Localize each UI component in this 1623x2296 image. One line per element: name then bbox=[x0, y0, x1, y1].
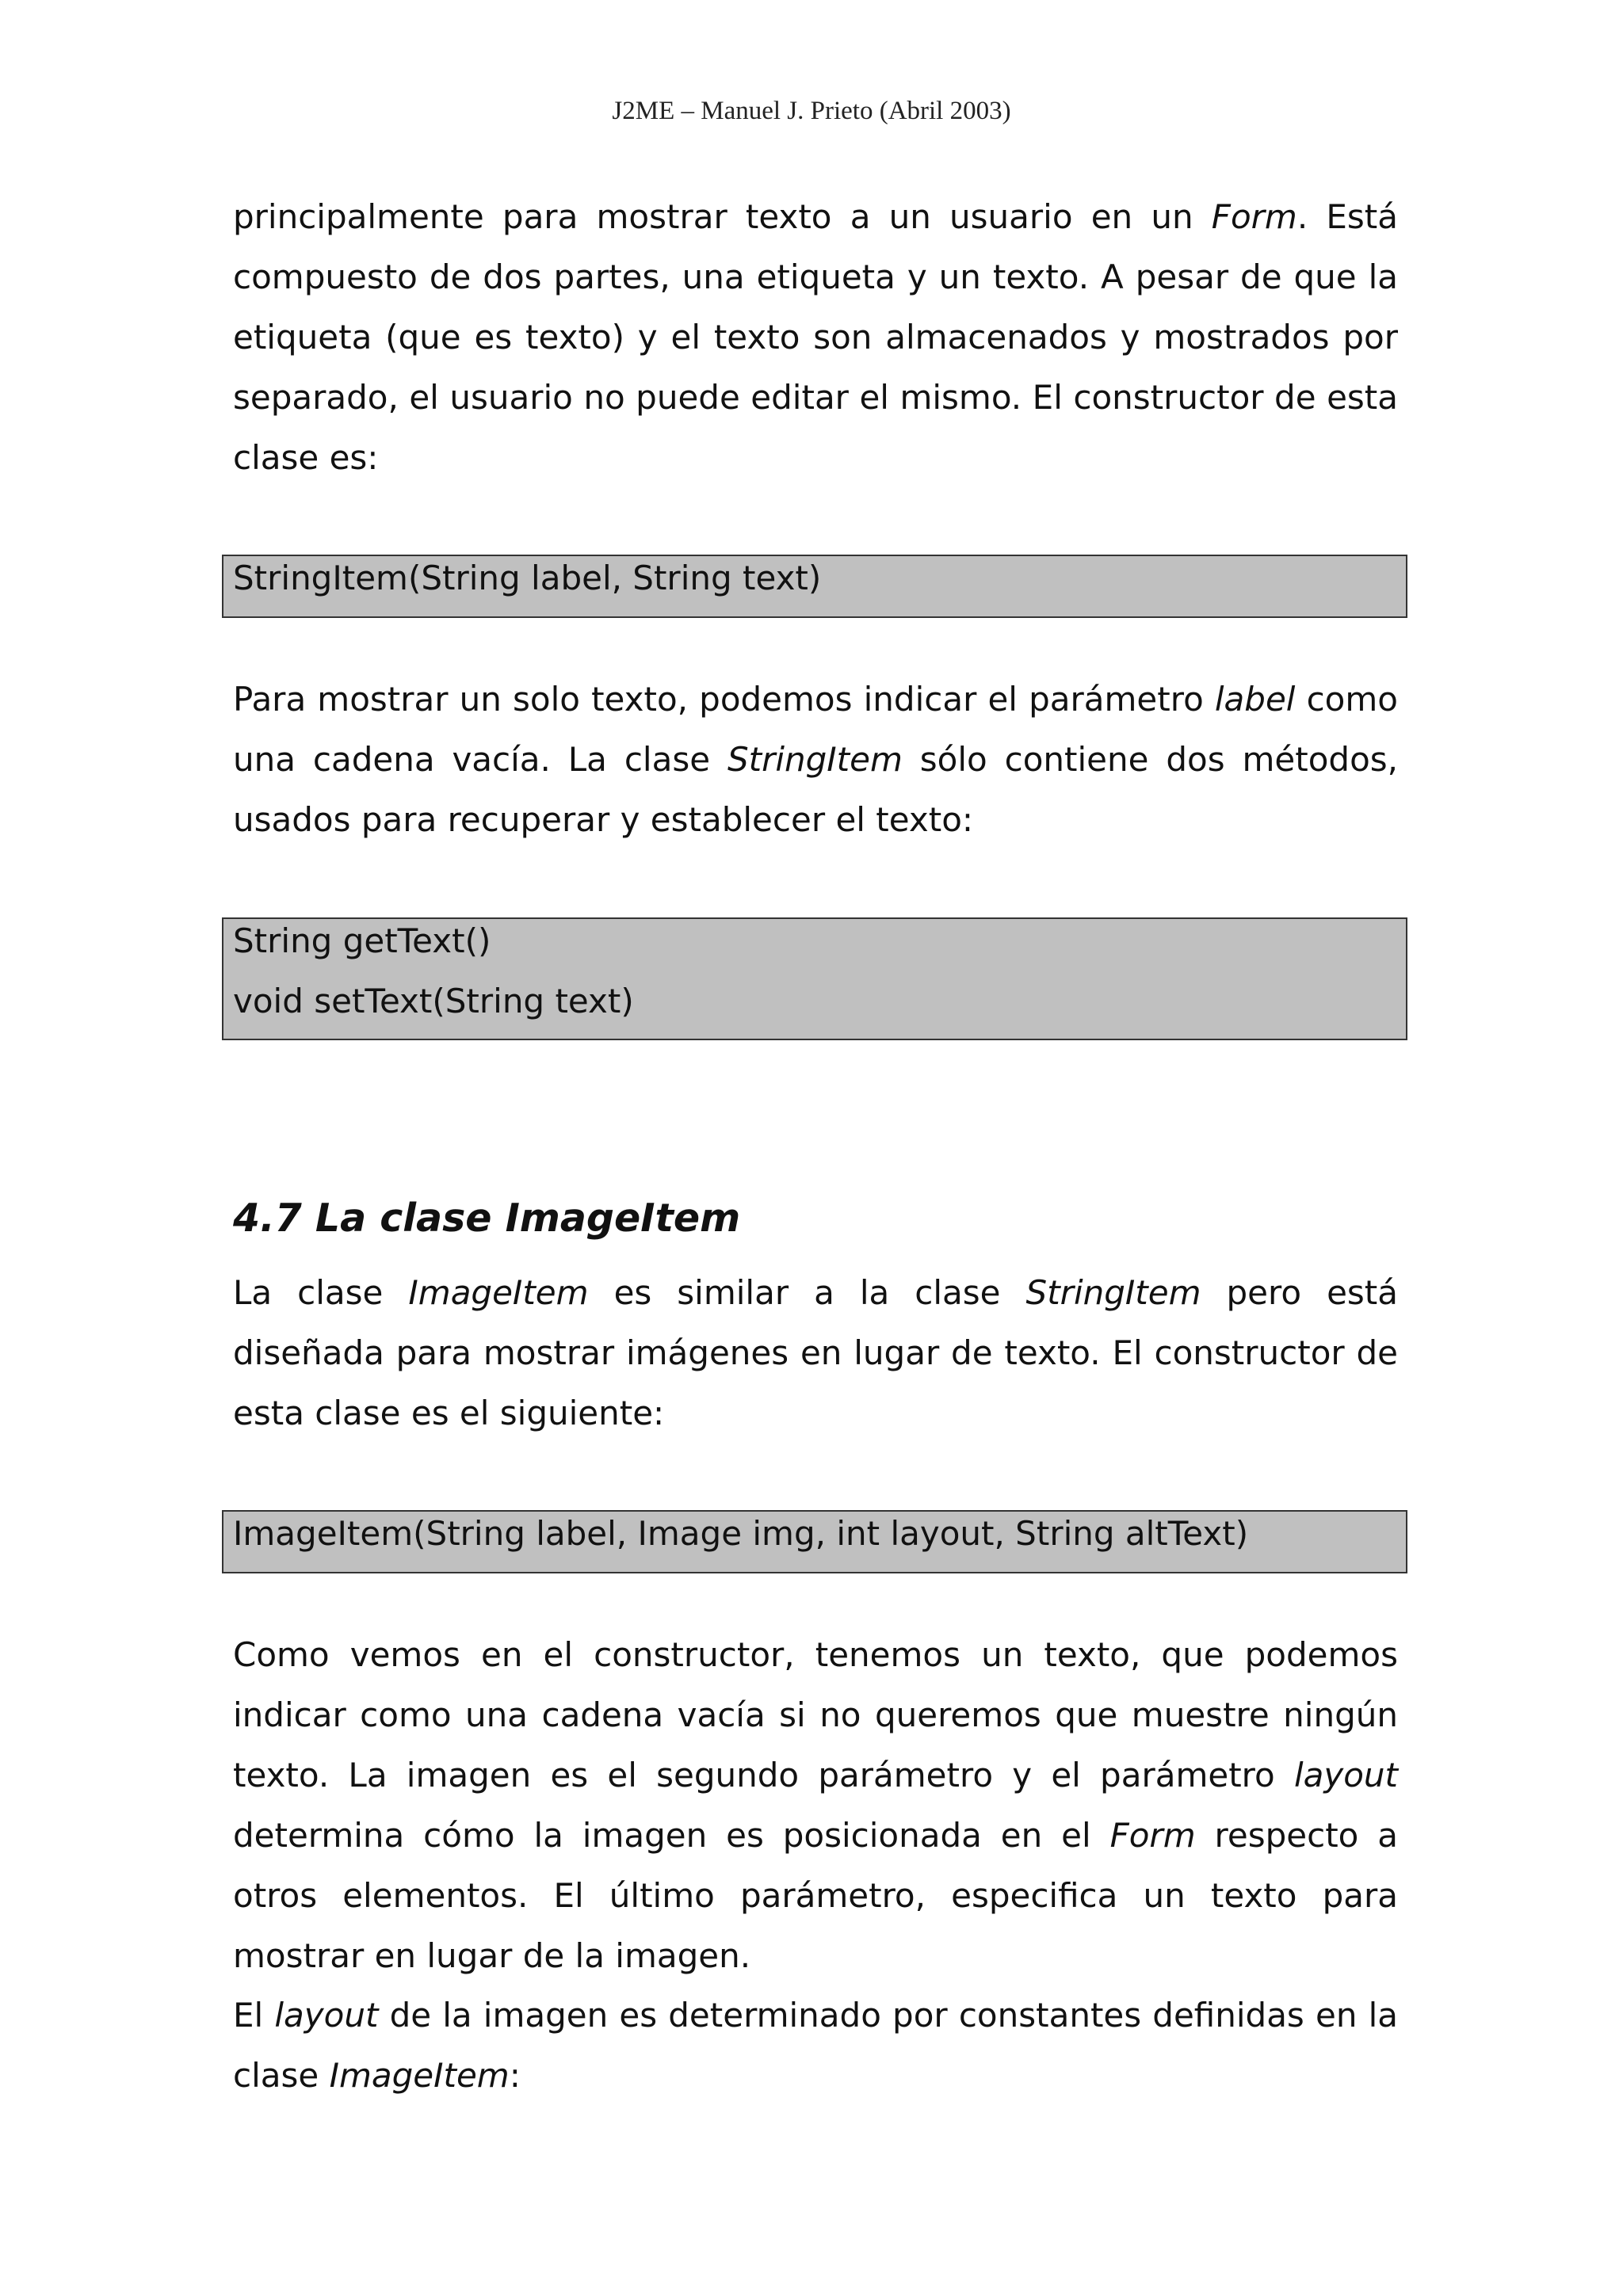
text-span: : bbox=[509, 2056, 521, 2095]
text-span: Como vemos en el constructor, tenemos un texto, que podemos indicar como una cadena vacía si no queremos que muestre ningún texto. La imagen es el segundo parámetro y el parámetro bbox=[233, 1635, 1398, 1794]
paragraph-imageitem-intro bbox=[233, 1263, 1398, 1444]
emphasis-label: label bbox=[1214, 680, 1296, 719]
code-line: String getText() bbox=[233, 921, 491, 960]
text-span: La clase bbox=[233, 1273, 409, 1312]
text-span: de la imagen es determinado por constantes definidas en la clase bbox=[233, 1996, 1398, 2095]
code-line: void setText(String text) bbox=[233, 982, 634, 1020]
code-line: ImageItem(String label, Image img, int layout, String altText) bbox=[233, 1514, 1249, 1553]
emphasis-imageitem: ImageItem bbox=[408, 1273, 589, 1312]
text-span: como una cadena vacía. La clase bbox=[233, 680, 1398, 779]
paragraph-stringitem-intro bbox=[233, 187, 1398, 488]
section-heading: 4.7 La clase ImageItem bbox=[233, 1196, 741, 1241]
emphasis-layout: layout bbox=[1293, 1756, 1398, 1794]
text-span: . Está compuesto de dos partes, una etiqueta y un texto. A pesar de que la etiqueta (que es texto) y el texto son almacenados y mostrados por separado, el usuario no puede editar el mismo. El constructor de esta clase es: bbox=[233, 197, 1399, 477]
emphasis-stringitem: StringItem bbox=[727, 740, 903, 779]
code-block-stringitem-constructor bbox=[222, 555, 1407, 618]
code-block-imageitem-constructor bbox=[222, 1510, 1407, 1573]
emphasis-imageitem: ImageItem bbox=[329, 2056, 510, 2095]
emphasis-layout: layout bbox=[274, 1996, 379, 2035]
text-span: determina cómo la imagen es posicionada en el bbox=[233, 1816, 1110, 1855]
page-header: J2ME – Manuel J. Prieto (Abril 2003) bbox=[612, 97, 1011, 125]
text-span: El bbox=[233, 1996, 275, 2035]
text-span: pero está diseñada para mostrar imágenes en lugar de texto. El constructor de esta clase es el siguiente: bbox=[233, 1273, 1399, 1432]
code-block-stringitem-methods bbox=[222, 917, 1407, 1040]
paragraph-imageitem-params bbox=[233, 1625, 1398, 1986]
text-span: respecto a otros elementos. El último parámetro, especifica un texto para mostrar en lugar de la imagen. bbox=[233, 1816, 1398, 1975]
emphasis-form: Form bbox=[1211, 197, 1297, 236]
emphasis-stringitem: StringItem bbox=[1025, 1273, 1201, 1312]
text-span: principalmente para mostrar texto a un usuario en un bbox=[233, 197, 1212, 236]
emphasis-form: Form bbox=[1109, 1816, 1196, 1855]
paragraph-stringitem-methods bbox=[233, 669, 1398, 850]
text-span: Para mostrar un solo texto, podemos indicar el parámetro bbox=[233, 680, 1215, 719]
code-line: StringItem(String label, String text) bbox=[233, 559, 822, 597]
text-span: es similar a la clase bbox=[588, 1273, 1026, 1312]
text-span: sólo contiene dos métodos, usados para recuperar y establecer el texto: bbox=[233, 740, 1398, 839]
paragraph-imageitem-layout bbox=[233, 1985, 1398, 2106]
